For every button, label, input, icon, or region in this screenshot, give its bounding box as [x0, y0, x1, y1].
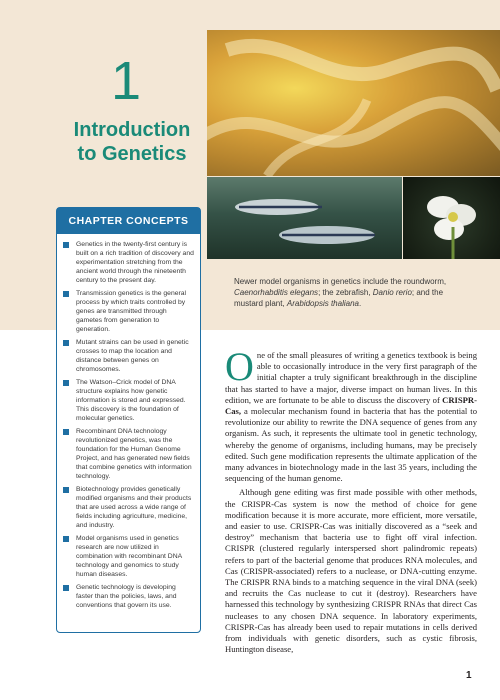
concept-item: Biotechnology provides genetically modified organisms and their products that are used across a wide range of fields including agriculture, medicine, and industry.	[63, 485, 194, 530]
concept-item: Genetics in the twenty-first century is built on a rich tradition of discovery and experimentation stretching from the ancient world through the nineteenth century to the present day.	[63, 240, 194, 285]
figure-caption: Newer model organisms in genetics include the roundworm, Caenorhabditis elegans; the zebrafish, Danio rerio; and the mustard plant, Arabidopsis thaliana.	[234, 277, 447, 308]
crispr-term: CRISPR-Cas,	[225, 394, 477, 417]
square-bullet-icon	[63, 487, 69, 493]
concept-item: Transmission genetics is the general process by which traits controlled by genes are transmitted through gametes from generation to generation.	[63, 289, 194, 334]
page-number: 1	[466, 670, 472, 681]
chapter-concepts-box	[56, 207, 201, 633]
concept-item: Model organisms used in genetics research are now utilized in combination with recombinant DNA technology and genomics to study human diseases.	[63, 534, 194, 579]
square-bullet-icon	[63, 429, 69, 435]
mustard-plant-photo	[403, 177, 500, 259]
body-text	[225, 344, 477, 655]
zebrafish-photo	[207, 177, 402, 259]
square-bullet-icon	[63, 242, 69, 248]
square-bullet-icon	[63, 380, 69, 386]
square-bullet-icon	[63, 585, 69, 591]
concept-item: Recombinant DNA technology revolutionized genetics, was the foundation for the Human Genome Project, and has generated new fields that combine genetics with information technology.	[63, 427, 194, 481]
chapter-number: 1	[110, 51, 142, 111]
chapter-concepts-header: CHAPTER CONCEPTS	[57, 208, 200, 234]
square-bullet-icon	[63, 291, 69, 297]
drop-cap: O	[225, 344, 254, 389]
body-paragraph-1: One of the small pleasures of writing a genetics textbook is being able to occasionally introduce in the very first paragraph of the initial chapter a truly significant breakthrough in the discipline that has started to have a major, diverse impact on human lives. In this edition, we are fortunate to be able to discuss the discovery of CRISPR-Cas, a molecular mechanism found in bacteria that has the potential to revolutionize our ability to rewrite the DNA sequence of genes from any organism. As such, it represents the ultimate tool in genetic technology, whereby the genome of organisms, including humans, may be precisely edited. Such gene modification represents the ultimate application of the many advances in biotechnology made in the last 35 years, including the sequencing of the human genome.	[225, 344, 477, 484]
roundworm-photo	[207, 30, 500, 176]
concept-item: Genetic technology is developing faster than the policies, laws, and conventions that govern its use.	[63, 583, 194, 610]
chapter-title: Introduction to Genetics	[73, 119, 191, 165]
concept-item: The Watson–Crick model of DNA structure explains how genetic information is stored and expressed. This discovery is the foundation of molecular genetics.	[63, 378, 194, 423]
chapter-concepts-list	[57, 234, 200, 610]
concept-item: Mutant strains can be used in genetic crosses to map the location and distance between genes on chromosomes.	[63, 338, 194, 374]
square-bullet-icon	[63, 340, 69, 346]
body-paragraph-2: Although gene editing was first made possible with other methods, the CRISPR-Cas system is now the method of choice for gene modification because it is more accurate, more efficient, more versatile, and easier to use. CRISPR-Cas was initially discovered as a “seek and destroy” mechanism that bacteria use to fight off viral infection. CRISPR (clustered regularly interspersed short palindromic repeats) refers to part of the bacterial genome that produces RNA molecules, and Cas (CRISPR-associated) refers to a nuclease, or DNA-cutting enzyme. The CRISPR RNA binds to a matching sequence in the viral DNA (seek) and recruits the Cas nuclease to cut it (destroy). Researchers have harnessed this technology by synthesizing CRISPR RNAs that direct Cas nucleases to any chosen DNA sequence. In laboratory experiments, CRISPR-Cas has already been used to repair mutations in cells derived from individuals with genetic disorders, such as cystic fibrosis, Huntington disease,	[225, 487, 477, 655]
square-bullet-icon	[63, 536, 69, 542]
